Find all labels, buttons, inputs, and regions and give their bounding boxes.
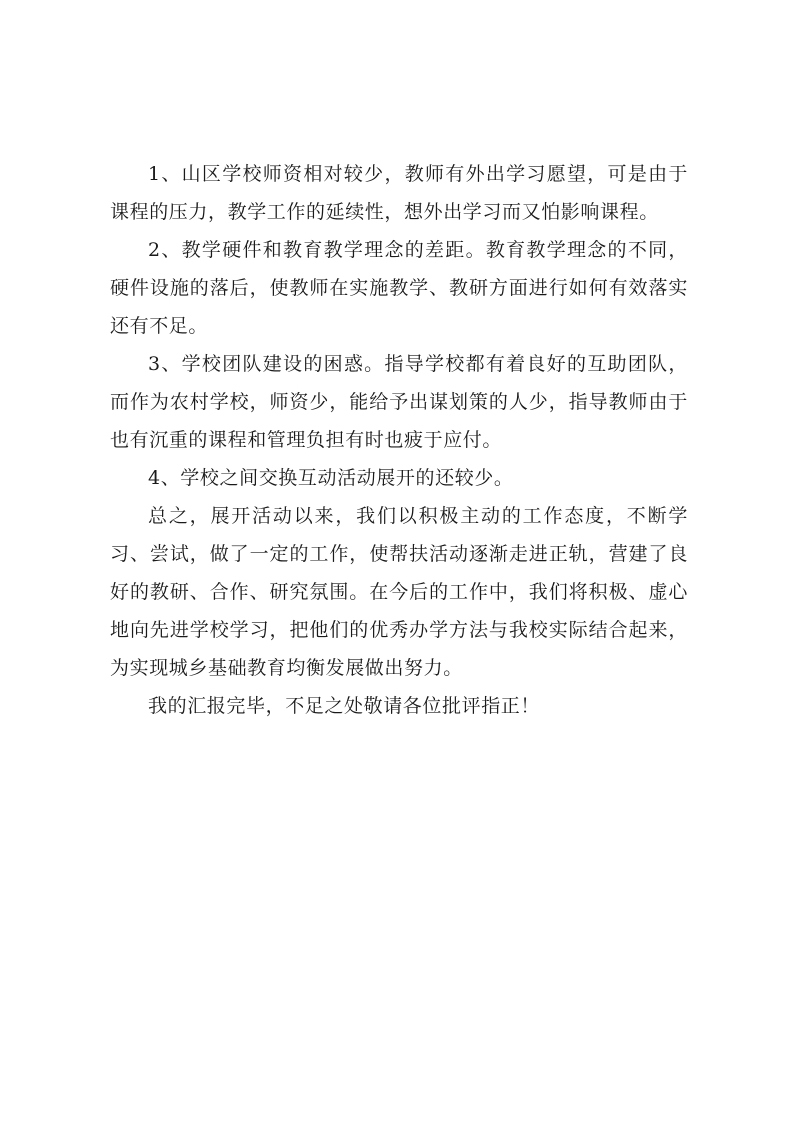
paragraph-issue-3: 3、学校团队建设的困惑。指导学校都有着良好的互助团队，而作为农村学校，师资少，能给予出谋划策的人少，指导教师由于也有沉重的课程和管理负担有时也疲于应付。 bbox=[110, 353, 688, 451]
document-body bbox=[110, 155, 688, 725]
paragraph-closing: 我的汇报完毕，不足之处敬请各位批评指正！ bbox=[148, 695, 541, 717]
paragraph-issue-1: 1、山区学校师资相对较少，教师有外出学习愿望，可是由于课程的压力，教学工作的延续性，想外出学习而又怕影响课程。 bbox=[110, 163, 688, 223]
paragraph-issue-4: 4、学校之间交换互动活动展开的还较少。 bbox=[148, 467, 514, 489]
paragraph-issue-2: 2、教学硬件和教育教学理念的差距。教育教学理念的不同，硬件设施的落后，使教师在实施教学、教研方面进行如何有效落实还有不足。 bbox=[110, 239, 688, 337]
paragraph-summary: 总之，展开活动以来，我们以积极主动的工作态度，不断学习、尝试，做了一定的工作，使帮扶活动逐渐走进正轨，营建了良好的教研、合作、研究氛围。在今后的工作中，我们将积极、虚心地向先进学校学习，把他们的优秀办学方法与我校实际结合起来，为实现城乡基础教育均衡发展做出努力。 bbox=[110, 505, 688, 679]
